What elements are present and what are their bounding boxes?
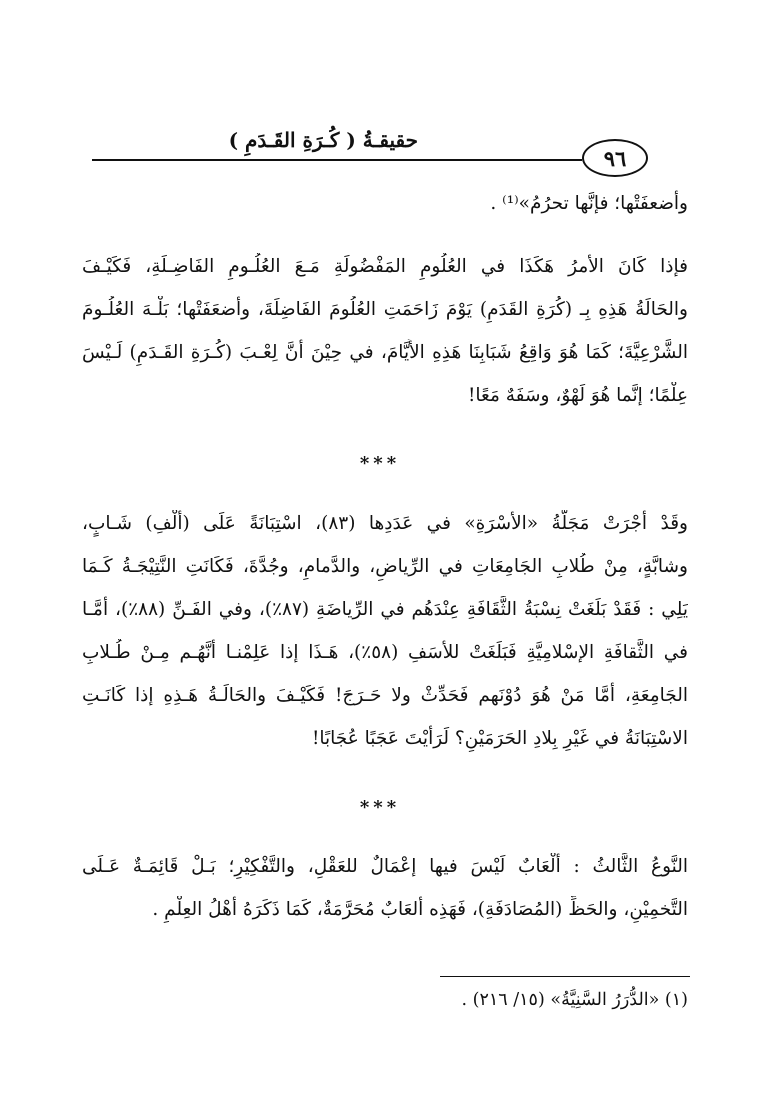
text-line: الاسْتِبَانَةُ في غَيْرِ بِلادِ الحَرَمَيْنِ؟ لَرَأيْتَ عَجَبًا عُجَابًا! [311,728,688,749]
text-line: فإذا كَانَ الأمرُ هَكَذَا في العُلُومِ المَفْضُولَةِ مَـعَ العُلُـومِ الفَاضِـلَةِ، فَكَيْـفَ [82,256,688,277]
running-header-title: حقيقـةُ ( كُـرَةِ القَـدَمِ ) [228,128,418,152]
header-rule [92,159,582,161]
text-line: وقَدْ أجْرَتْ مَجَلَّةُ «الأسْرَةِ» في عَدَدِها (٨٣)، اسْتِبَانَةً عَلَى (ألْفِ) شَـابٍ، [82,513,688,534]
text-line: وأضعفَتْها؛ فإنَّها تحرُمُ»⁽¹⁾ . [490,193,688,214]
footnote: (١) «الدُّرَرُ السَّنِيَّةُ» (١٥/ ٢١٦) . [461,990,688,1010]
text-line: والحَالَةُ هَذِهِ بِـ (كُرَةِ القَدَمِ) يَوْمَ زَاحَمَتِ العُلُومَ الفَاضِلَةَ، وأضعَفَتْها؛ بَلْـهَ العُلُـومَ [82,299,688,320]
text-line: الجَامِعَةِ، أمَّا مَنْ هُوَ دُوْنَهم فَحَدِّثْ ولا حَـرَجَ! فَكَيْـفَ والحَالَـةُ هَـذِهِ إذا كَانَـتِ [82,685,688,706]
section-separator: *** [359,453,401,474]
footnote-rule [440,976,690,977]
page-number-badge [582,139,648,177]
text-line: التَّخمِيْنِ، والحَظِّ (المُصَادَفَةِ)، فَهَذِه ألعَابٌ مُحَرَّمَةٌ، كَمَا ذَكَرَهُ أهْلُ العِلْمِ . [152,899,688,920]
text-line: في الثَّقافَةِ الإسْلامِيَّةِ فَبَلَغَتْ للأسَفِ (٥٨٪)، هَـذَا إذا عَلِمْنـا أنَّهُـم مِـنْ طُـلابِ [82,642,688,663]
page-number: ٩٦ [603,145,627,171]
text-line: النَّوعُ الثَّالثُ : ألْعَابٌ لَيْسَ فيها إعْمَالٌ للعَقْلِ، والتَّفْكِيْرِ؛ بَـلْ قَائِمَـةٌ عَـلَى [82,856,688,877]
text-line: وشابَّةٍ، مِنْ طُلابِ الجَامِعَاتِ في الرِّياضِ، والدَّمامِ، وجُدَّةَ، فَكَانَتِ النَّتِيْجَـةُ كَـمَا [82,556,688,577]
section-separator: *** [359,797,401,818]
text-line: يَلِي : فَقَدْ بَلَغَتْ نِسْبَةُ الثَّقَافَةِ عِنْدَهُم في الرِّياضَةِ (٨٧٪)، وفي الفَـنِّ (٨٨٪)، أمَّـا [82,599,688,620]
text-line: الشَّرْعِيَّةَ؛ كَمَا هُوَ وَاقِعُ شَبَابِنَا هَذِهِ الأَيَّامَ، في حِيْنَ أنَّ لِعْـبَ (كُـرَةِ القَـدَمِ) لَـيْسَ [82,342,688,363]
text-line: عِلْمًا؛ إنَّما هُوَ لَهْوٌ، وسَفَهٌ مَعًا! [467,385,688,406]
